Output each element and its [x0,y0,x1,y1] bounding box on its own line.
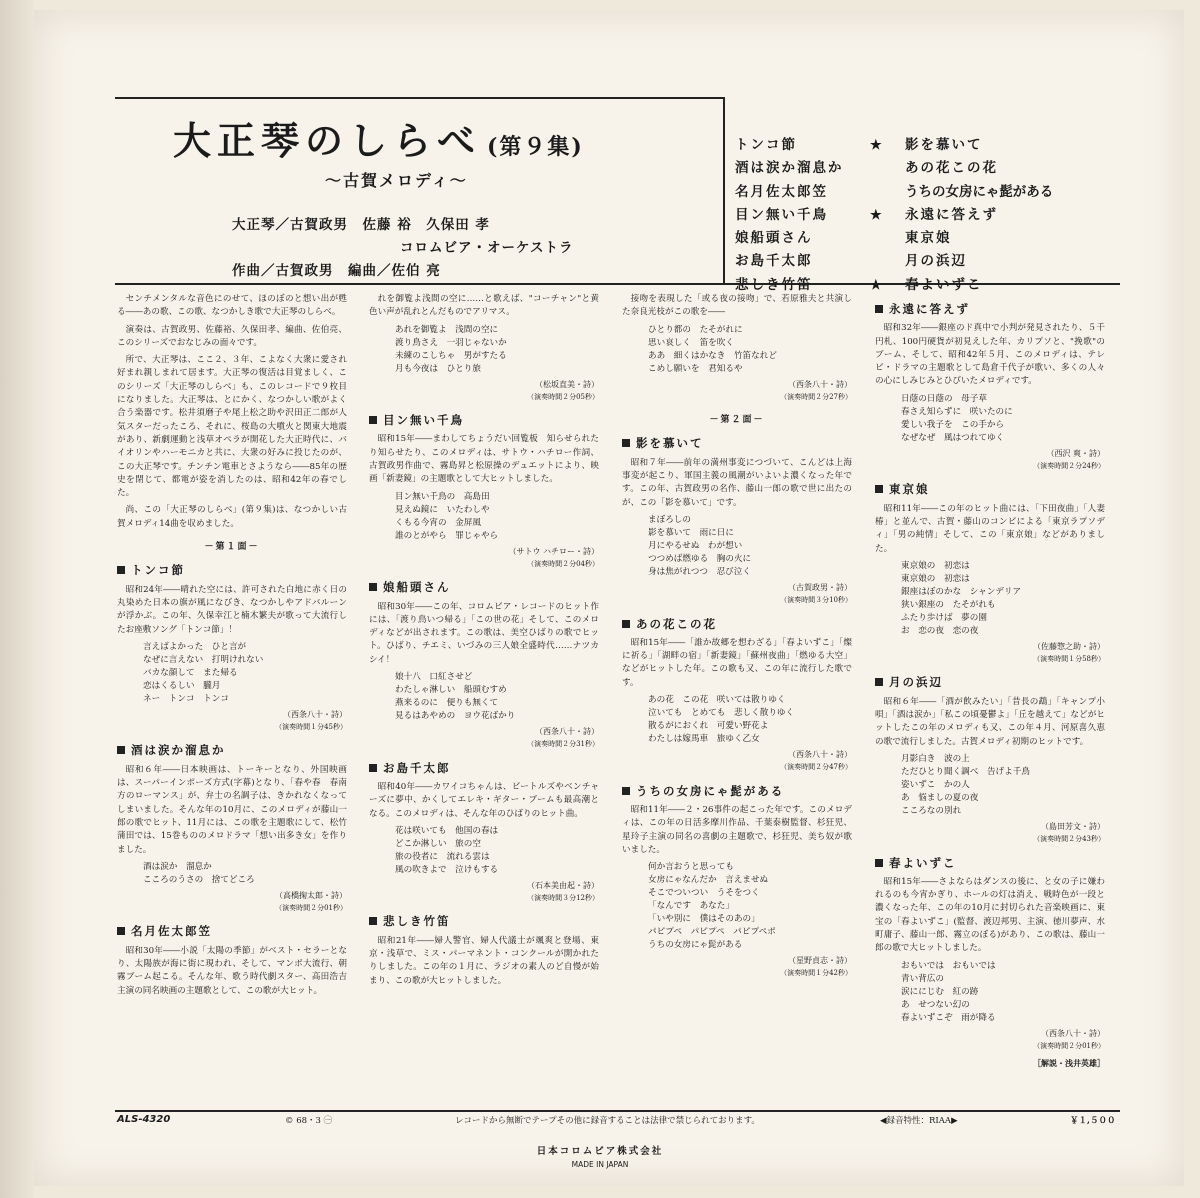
intro-paragraph: 尚、この「大正琴のしらべ」(第９集)は、なつかしい古賀メロディ14曲を収めました。 [117,505,347,529]
track-item: うちの女房にゃ髭がある [905,183,1054,200]
album-title-text: 大正琴のしらべ [173,118,482,163]
section-heading [622,785,852,798]
section-title: 東京娘 [889,482,930,497]
lyric-block [143,641,347,706]
section-title: 永遠に答えず [889,302,970,316]
section-title: 名月佐太郎笠 [131,924,212,939]
lyricist: （松坂直美・詩） [535,379,599,389]
liner-column-2 [369,293,599,992]
lyric-line: 春よいずこぞ 雨が降る [901,1012,996,1023]
lyric-line: 涙ににじむ 紅の跡 [901,986,979,997]
section-text: 昭和11年――２・26事件の起こった年です。このメロディは、この年の日活多摩川作品、千葉泰樹監督、杉狂児、星玲子主演の同名の喜劇の主題歌で、杉狂児、美ち奴が歌いました。 [622,804,852,855]
lyric-line: 愛しい我子を この手から [901,419,1005,430]
recording-curve: ◀録音特性：RIAA▶ [880,1116,958,1126]
square-bullet-icon [117,927,125,935]
lyric-line: 見るはあやめの ヨウ花ばかり [395,711,516,722]
section-text: 昭和30年――この年、コロムビア・レコードのヒット作には、「渡り鳥いつ帰る」「この世の花」そして、このメロディなどが出されます。この歌は、美空ひばりの歌でヒット。ひばり、チエミ、いづみの三人娘全盛時代……ナツカシイ！ [369,601,599,665]
section-heading [117,925,347,938]
track-item: 東京娘 [905,230,952,247]
section-heading [369,915,599,928]
section-text: 昭和15年――まわしてちょうだい回覧板 知らせられたり知らせたり、このメロディは、サトウ・ハチロー作詞、古賀政男作曲で、霧島昇と松原操のデュエットにより、映画「新妻鏡」の主題歌として大ヒットしました。 [369,434,599,485]
lyric-line: こころなの別れ [901,805,962,816]
star-icon: ★ [870,138,882,153]
star-markers [870,134,882,297]
lyric-line: 月にやるせぬ わが想い [648,540,743,551]
section-heading [369,762,599,775]
lyric-line: 誰のとがやら 罪じゃやら [395,530,499,541]
duration: （演奏時間２分47秒） [780,763,852,772]
lyric-line: お 恋の夜 恋の夜 [901,625,979,636]
lyric-line: 言えばよかった ひと言が [143,641,247,652]
lyric-line: あ せつない幻の [901,999,970,1010]
track-item: お島千太郎 [735,253,813,270]
company-name: 日本コロムビア株式会社 [536,1146,664,1157]
duration: （演奏時間１分58秒） [1033,655,1105,664]
square-bullet-icon [875,678,883,686]
album-subtitle: ～古賀メロディ～ [325,171,468,190]
lyricist: （西沢 爽・詩） [1046,448,1105,458]
lyricist: （西条八十・詩） [788,750,852,760]
lyric-line: あれを御覧よ 浅間の空に [395,324,499,335]
lyric-line: ただひとり聞く調べ 告げよ千鳥 [901,766,1030,777]
square-bullet-icon [875,305,883,313]
lyric-line: 「なんです あなた」 [648,901,734,912]
square-bullet-icon [369,583,377,591]
section-title: 月の浜辺 [889,675,943,690]
lyric-block [395,491,599,543]
liner-column-1 [117,293,347,1002]
section-text: 昭和21年――婦人警官、婦人代議士が颯爽と登場、東京・浅草で、ミス・パーマネント・コンクールが開かれたりしました。この年の１月に、ラジオの素人のど自慢が始まり、この歌が大ヒットしました。 [369,935,599,986]
section-title: 娘船頭さん [383,580,451,595]
lyricist: （サトウ ハチロー・詩） [508,546,599,556]
tracklist-side1 [735,134,844,297]
lyric-block [901,753,1105,818]
lyric-line: 旅の役者に 流れる雲は [395,851,490,862]
lyric-line: 酒は涙か 溜息か [143,861,212,872]
lyric-line: 風の吹きよで 泣けもする [395,864,499,875]
catalog-number: ALS-4320 [117,1114,171,1125]
footer-rule [115,1110,1120,1112]
duration: （演奏時間２分05秒） [527,392,599,401]
lyric-line: 花は咲いても 他国の春は [395,825,499,836]
square-bullet-icon [622,787,630,795]
square-bullet-icon [875,485,883,493]
intro-paragraph: 演奏は、古賀政男、佐藤裕、久保田孝、編曲、佐伯亮、このシリーズでおなじみの面々です。 [117,324,347,348]
lyric-line: 身は焦がれつつ 忍び泣く [648,566,751,577]
section-title: うちの女房にゃ髭がある [636,783,785,798]
track-item: トンコ節 [735,137,797,153]
lyric-line: 泣いても とめても 悲しく散りゆく [648,708,795,719]
duration: （演奏時間３分12秒） [527,894,599,903]
lyric-line: 東京娘の 初恋は [901,573,970,584]
lyric-block [648,861,852,952]
lyricist: （西条八十・詩） [788,379,852,389]
star-icon: ★ [870,277,882,293]
lyric-block [143,861,347,887]
lyric-line: わたしは嫁馬車 旅ゆく乙女 [648,734,760,745]
lyric-line: 月も今夜は ひとり旅 [395,363,481,374]
liner-notes-credit: ［解説・浅井英雄］ [1033,1058,1105,1069]
lyric-line: 「いや別に 僕はそのあの」 [648,914,760,925]
lyric-line: 何か言おうと思っても [648,862,734,873]
lyric-line: こめし願いを 君知るや [648,363,743,374]
duration: （演奏時間２分01秒） [275,904,347,913]
title-block [173,110,733,165]
lyric-line: 日蔭の日蔭の 母子草 [901,393,987,404]
duration: （演奏時間１分42秒） [780,969,852,978]
section-heading [875,303,1105,316]
lyric-line: 銀座はぼのかな シャンデリア [901,586,1022,597]
credit-orchestra: コロムビア・オーケストラ [400,240,574,256]
lyric-line: ああ 細くはかなき 竹笛なれど [648,350,777,361]
duration: （演奏時間２分31秒） [527,740,599,749]
lyric-block [901,393,1105,445]
lyric-block [395,825,599,877]
lyric-line: 青い背広の [901,973,944,984]
section-title: 悲しき竹笛 [383,914,451,929]
section-text: 昭和30年――小説「太陽の季節」がベスト・セラーとなり、太陽族が海に街に現われ、そして、マンボ大流行、朝霧ブーム起こる。そんな年、歌う時代劇スター、高田浩吉主演の同名映画の主題歌として、この歌が大ヒット。 [117,945,347,996]
lyric-line: ひとり都の たそがれに [648,324,743,335]
section-title: お島千太郎 [383,760,451,775]
made-in-label: MADE IN JAPAN [571,1160,629,1169]
copyright-mark: © 68・3 ㊀ [285,1116,333,1126]
lyric-block [395,324,599,376]
section-text: 昭和７年――前年の満州事変につづいて、こんどは上海事変が起こり、軍国主義の風潮がいよいよ濃くなった年です。この年、古賀政男の名作、藤山一郎の歌で世に出たのが、この「影を慕いて」です。 [622,457,852,508]
lyric-line: 狭い銀座の たそがれも [901,599,996,610]
star-icon: ★ [870,207,882,223]
tracklist-side2 [905,134,1053,297]
lyric-line: なぜに言えない 打明けれない [143,654,264,665]
credit-composer: 作曲／古賀政男 編曲／佐伯 亮 [232,263,441,279]
section-text: れを御覧よ浅間の空に……と歌えば、"コーチャン"と黄色い声が乱れとんだものでアリマス。 [369,294,599,318]
side-label: －第１面－ [204,542,260,553]
section-text: 接吻を表現した「或る夜の接吻」で、若原雅夫と共演した奈良光枝がこの歌を―― [622,294,852,318]
lyric-line: 春さえ知らずに 咲いたのに [901,406,1013,417]
lyric-line: 女房にゃなんだか 言えませぬ [648,875,769,886]
lyric-line: こころのうさの 捨てどころ [143,874,255,885]
lyric-line: どこか淋しい 旅の空 [395,838,481,849]
section-text: 昭和24年――晴れた空には、許可された白地に赤く日の丸染めた日本の旗が風になびき、なつかしやアドバルーンが浮かぶ。この年、久保幸江と楠木繁夫が歌って大流行したお座敷ソング「トンコ節」！ [117,584,347,635]
duration: （演奏時間１分45秒） [275,723,347,732]
lyric-line: パピプペ パピプペ パピプペポ [648,927,776,938]
lyric-line: 東京娘の 初恋は [901,560,970,571]
square-bullet-icon [369,917,377,925]
lyric-line: 渡り鳥さえ 一羽じゃないか [395,337,507,348]
square-bullet-icon [117,746,125,754]
liner-column-3 [622,293,852,983]
track-item: 影を慕いて [905,137,983,153]
lyric-line: そこでついつい うそをつく [648,888,760,899]
section-text: 昭和32年――銀座のド真中で小判が発見されたり、５千円札、100円硬貨が初見えした年、カリプソと、"挽歌"のブーム、そして、昭和42年５月、このメロディは、テレビ・ドラマの主題歌として島倉千代子が歌い、多くの人々の心にしみじみとひびいたメロディです。 [875,323,1105,387]
track-item: 春よいずこ [905,276,983,293]
intro-paragraph: 所で、大正琴は、ここ２、３年、こよなく大衆に愛され好まれ親しまれて居ます。大正琴の復活は目覚ましく、このシリーズ「大正琴のしらべ」も、このレコードで９枚目になりました。大正琴は、とにかく、なつかしい歌がよく合う楽器です。松井須磨子や尾上松之助や沢田正二郎が人気スターだったころ、それに、桜島の大噴火と関東大地震があり、新劇運動と浅草オペラが開花した大正時代に、バイオリンやハーモニカと共に、大衆の好みに投じたのが、この大正琴です。チンチン電車とさようなら――85年の歴史を閉じて、都電が姿を消したのは、昭和42年の春でした。 [117,355,347,499]
section-title: 酒は涙か溜息か [131,743,226,758]
duration: （演奏時間３分10秒） [780,596,852,605]
section-heading [117,744,347,757]
track-item: 悲しき竹笛 [735,276,813,293]
track-item: 月の浜辺 [905,253,967,270]
lyric-line: 姿いずこ かの人 [901,779,970,790]
lyric-line: 散るがにおくれ 可愛い野花よ [648,721,769,732]
lyric-block [901,560,1105,638]
lyric-line: 見えぬ鏡に いたわしや [395,504,490,515]
lyric-block [648,514,852,579]
lyric-block [648,694,852,746]
section-text: 昭和15年――さよならはダンスの後に、と女の子に嫌われるのも今宵かぎり、ホールの灯は消え、戦時色が一段と濃くなった年、この年の10月に封切られた音楽映画に、東宝の「春よいずこ」(監督、渡辺邦男、主演、徳川夢声、水町庸子、藤山一郎、霧立のぼる)があり、この歌は、藤山一郎の歌で大ヒットしました。 [875,876,1105,954]
track-item: 酒は涙か溜息か [735,160,844,177]
duration: （演奏時間２分27秒） [780,392,852,401]
lyricist: （西条八十・詩） [283,709,347,719]
lyric-line: 娘十八 口紅させど [395,672,473,683]
credit-performers: 大正琴／古賀政男 佐藤 裕 久保田 孝 [232,217,490,233]
section-text: 昭和40年――カワイコちゃんは、ビートルズやベンチャーズに夢中、かくしてエレキ・ギター・ブームも最高潮となる。このメロディは、そんな年のひばりのヒット曲。 [369,781,599,819]
section-title: 影を慕いて [636,436,704,451]
duration: （演奏時間２分24秒） [1033,462,1105,471]
lyric-line: 影を慕いて 雨に日に [648,527,734,538]
lyric-line: あ 悩ましの夏の夜 [901,792,979,803]
section-text: 昭和６年――日本映画は、トーキーとなり、外国映画は、スーパーインポーズ方式(字幕)となり、「春や春 春南方のローマンス」が、弁士の名調子は、きかれなくなってしまいました。そんな年の10月に、このメロディが藤山一郎の歌でヒット、11月には、この歌を主題歌にして、松竹蒲田では、15巻もののメロドラマ「想い出多き女」を作りました。 [117,764,347,855]
lyricist: （西条八十・詩） [1041,1028,1105,1038]
square-bullet-icon [622,620,630,628]
square-bullet-icon [117,566,125,574]
section-heading [369,414,599,427]
section-heading [622,618,852,631]
square-bullet-icon [369,764,377,772]
header-rule-top [115,97,723,99]
intro-paragraph: センチメンタルな音色にのせて、ほのぼのと想い出が甦る――あの歌、この歌、なつかしき歌で大正琴のしらべ。 [117,294,347,318]
lyric-line: なぜなぜ 風はつれてゆく [901,432,1005,443]
lyric-line: おもいでは おもいでは [901,960,996,971]
lyricist: （島田芳文・詩） [1041,821,1105,831]
lyricist: （西条八十・詩） [535,727,599,737]
liner-column-4 [875,293,1105,1071]
lyric-block [395,671,599,723]
lyric-line: バカな顔して また帰る [143,667,238,678]
section-text: 昭和15年――「誰か故郷を想わざる」「春よいずこ」「燦に祈る」「湖畔の宿」「新妻鏡」「蘇州夜曲」「燃ゆる大空」などがヒットした年。この歌も又、この年に流行した歌です。 [622,637,852,688]
square-bullet-icon [369,416,377,424]
track-item: 名月佐太郎笠 [735,183,828,200]
section-heading [875,676,1105,689]
section-title: 目ン無い千鳥 [383,413,464,428]
lyric-line: あの花 この花 咲いては散りゆく [648,695,786,706]
lyric-line: ふたり歩けば 夢の園 [901,612,987,623]
lyric-block [901,960,1105,1025]
track-item: 娘船頭さん [735,230,813,247]
album-title [173,110,733,165]
section-heading [369,581,599,594]
section-title: トンコ節 [131,563,185,578]
section-heading [875,857,1105,870]
duration: （演奏時間２分01秒） [1033,1041,1105,1050]
lyric-line: くもる今宵の 金屏風 [395,517,481,528]
section-text: 昭和11年――この年のヒット曲には、「下田夜曲」「人妻椿」と並んで、古賀・藤山のコンビによる「東京ラプソディ」「男の純情」そして、この「東京娘」などがありました。 [875,503,1105,554]
section-title: あの花この花 [636,616,717,631]
lyricist: （石本美由起・詩） [527,880,599,890]
lyric-line: うちの女房にゃ髭がある [648,940,743,951]
lyric-line: つつめば燃ゆる 胸の火に [648,553,752,564]
section-text: 昭和６年――「酒が飲みたい」「昔長の鵡」「キャンプ小唄」「酒は涙か」「私この頃憂鬱よ」「丘を越えて」などがヒットしたこの年のメロディも又、この年４月、河原喜久恵の歌で流行しました。古賀メロディ初期のヒットです。 [875,696,1105,747]
price: ￥１,５００ [1070,1116,1116,1126]
copy-warning: レコードから無断でテープその他に録音することは法律で禁じられております。 [455,1116,760,1126]
track-item: 永遠に答えず [905,206,998,223]
side-label: －第２面－ [709,415,765,426]
section-heading [875,483,1105,496]
lyric-line: 燕来るのに 便りも無くて [395,698,499,709]
sleeve-edge [0,0,34,1198]
square-bullet-icon [875,859,883,867]
lyricist: （佐藤惣之助・詩） [1033,641,1105,651]
lyric-line: わたしゃ淋しい 船頭むすめ [395,685,507,696]
lyricist: （高橋掬太郎・詩） [275,890,347,900]
section-heading [622,437,852,450]
duration: （演奏時間２分43秒） [1033,835,1105,844]
lyric-block [648,324,852,376]
track-item: 目ン無い千鳥 [735,206,828,223]
lyric-line: まぼろしの [648,514,691,525]
lyric-line: 恋はくるしい 朧月 [143,680,221,691]
lyric-line: 思い哀しく 笛を吹く [648,337,734,348]
lyricist: （古賀政男・詩） [788,582,852,592]
section-heading [117,564,347,577]
track-item: あの花この花 [905,160,998,177]
lyric-line: 月影白き 波の上 [901,753,970,764]
duration: （演奏時間２分04秒） [527,559,599,568]
lyric-line: 目ン無い千鳥の 高島田 [395,491,490,502]
square-bullet-icon [622,439,630,447]
lyric-line: ネー トンコ トンコ [143,693,229,704]
volume-label: (第９集) [487,134,584,160]
lyricist: （星野貞志・詩） [788,956,852,966]
section-title: 春よいずこ [889,855,957,870]
lyric-line: 未練のこしちゃ 男がすたる [395,350,507,361]
